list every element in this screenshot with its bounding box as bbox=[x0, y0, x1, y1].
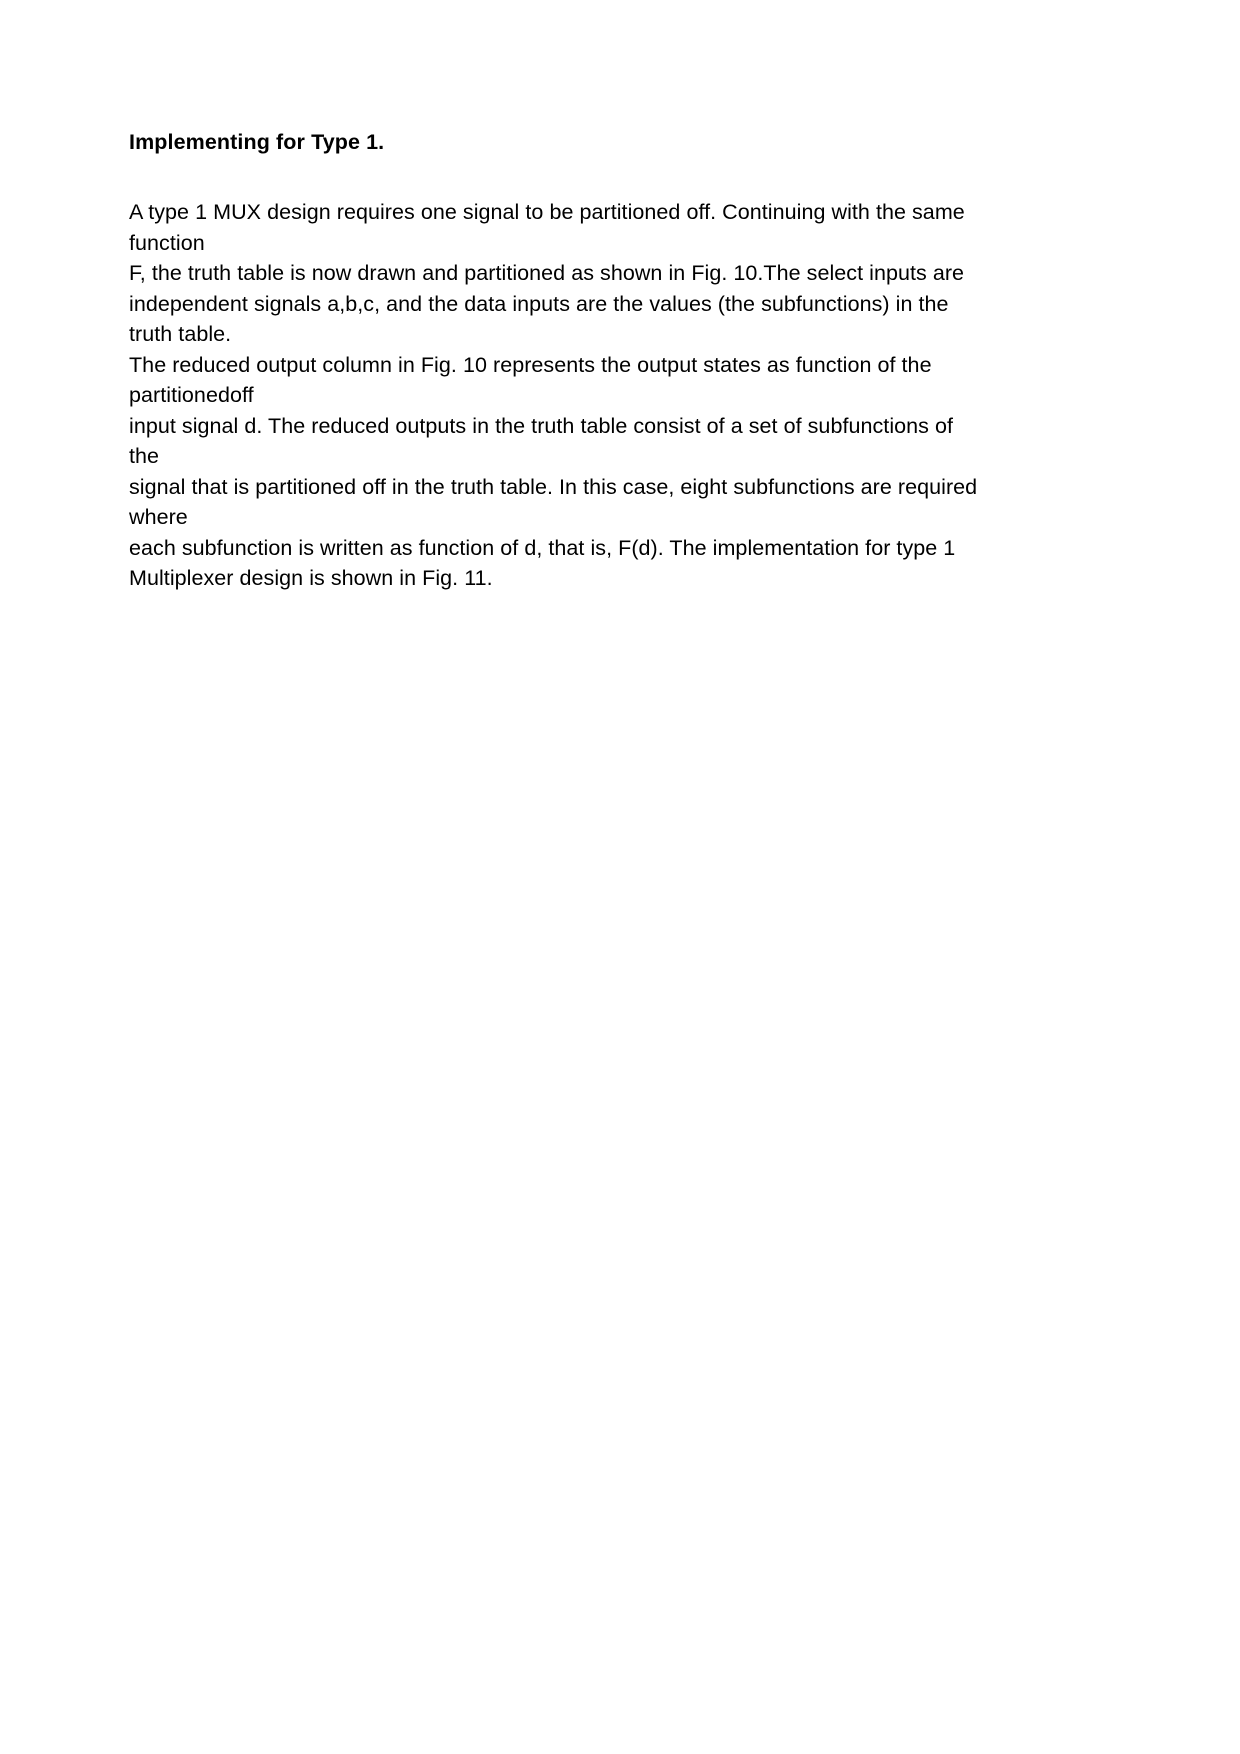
paragraph-line: Multiplexer design is shown in Fig. 11. bbox=[129, 566, 493, 591]
paragraph-line: signal that is partitioned off in the truth table. In this case, eight subfunctions are required where bbox=[129, 474, 984, 530]
page-title: Implementing for Type 1. bbox=[129, 130, 385, 154]
paragraph-line: input signal d. The reduced outputs in the truth table consist of a set of subfunctions of the bbox=[129, 413, 960, 469]
paragraph-line: independent signals a,b,c, and the data inputs are the values (the subfunctions) in the truth table. bbox=[129, 291, 955, 347]
paragraph-line: The reduced output column in Fig. 10 represents the output states as function of the partitionedoff bbox=[129, 352, 938, 408]
paragraph-line: F, the truth table is now drawn and partitioned as shown in Fig. 10.The select inputs are bbox=[129, 261, 965, 286]
paragraph-line: A type 1 MUX design requires one signal to be partitioned off. Continuing with the same function bbox=[129, 200, 971, 255]
body-paragraph bbox=[129, 197, 989, 594]
document-content bbox=[129, 128, 989, 594]
paragraph-line: each subfunction is written as function of d, that is, F(d). The implementation for type 1 bbox=[129, 535, 956, 560]
